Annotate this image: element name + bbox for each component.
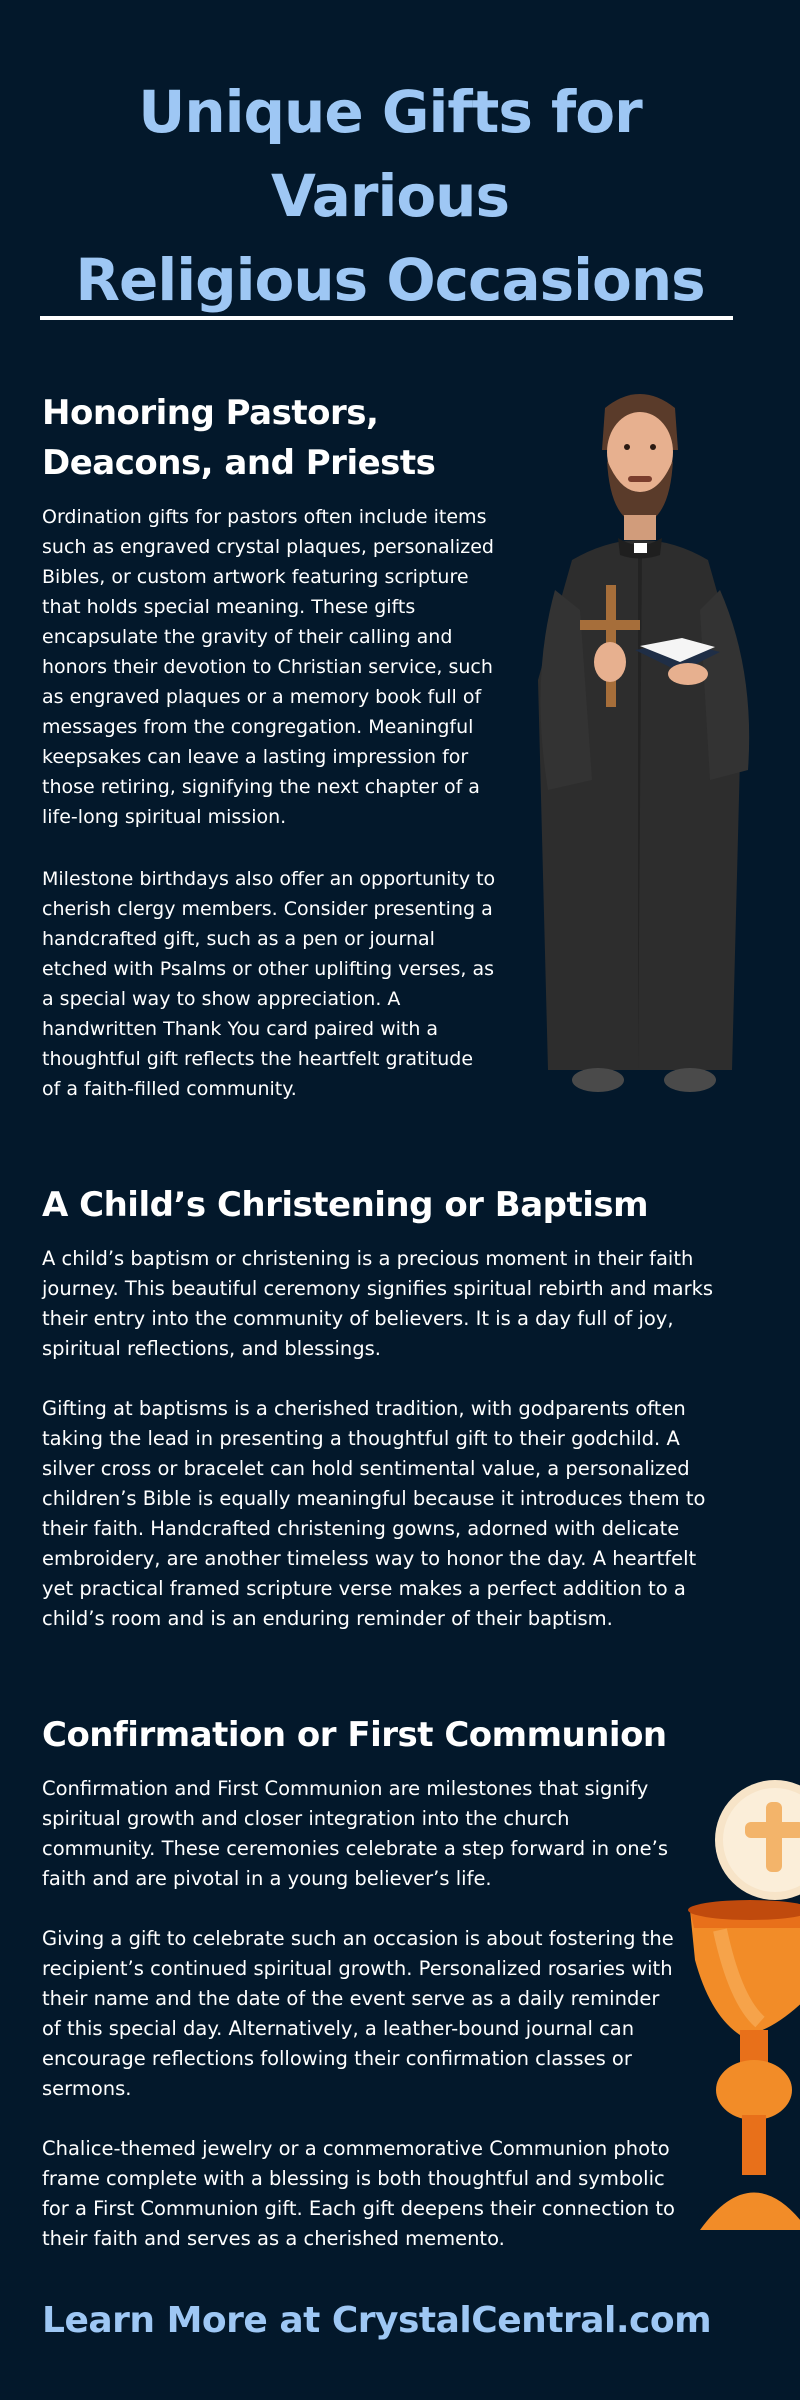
page-title (40, 70, 740, 322)
section-paragraph: Chalice-themed jewelry or a commemorative Communion photo frame complete with a blessing is both thoughtful and symbolic for a First Communion gift. Each gift deepens their connection to their faith and serves as a cherished memento. (42, 2137, 675, 2250)
priest-illustration (510, 380, 770, 1120)
section-paragraph: Gifting at baptisms is a cherished tradition, with godparents often taking the lead in presenting a thoughtful gift to their godchild. A silver cross or bracelet can hold sentimental value, a personalized children’s Bible is equally meaningful because it introduces them to their faith. Handcrafted christening gowns, adorned with delicate embroidery, are another timeless way to honor the day. A heartfelt yet practical framed scripture verse makes a perfect addition to a child’s room and is an enduring reminder of their baptism. (42, 1397, 706, 1630)
title-divider (40, 316, 733, 320)
section-heading-baptism: A Child’s Christening or Baptism (42, 1185, 649, 1225)
chalice-illustration (680, 1760, 800, 2240)
page-title-line-2: Religious Occasions (75, 246, 705, 314)
section-paragraph: A child’s baptism or christening is a precious moment in their faith journey. This beautiful ceremony signifies spiritual rebirth and marks their entry into the community of believers. It is a day full of joy, spiritual reflections, and blessings. (42, 1247, 714, 1360)
section-heading-pastors: Honoring Pastors, Deacons, and Priests (42, 393, 436, 483)
section-heading-confirmation: Confirmation or First Communion (42, 1715, 667, 1755)
learn-more-link[interactable]: Learn More at CrystalCentral.com (42, 2300, 712, 2341)
page-title-line-1: Unique Gifts for Various (138, 78, 642, 230)
section-paragraph: Giving a gift to celebrate such an occasion is about fostering the recipient’s continued spiritual growth. Personalized rosaries with their name and the date of the event serve as a daily reminder of this special day. Alternatively, a leather-bound journal can encourage reflections following their confirmation classes or sermons. (42, 1927, 674, 2100)
section-paragraph: Milestone birthdays also offer an opportunity to cherish clergy members. Consider presenting a handcrafted gift, such as a pen or journal etched with Psalms or other uplifting verses, as a special way to show appreciation. A handwritten Thank You card paired with a thoughtful gift reflects the heartfelt gratitude of a faith-filled community. (42, 868, 496, 1100)
section-paragraph: Ordination gifts for pastors often include items such as engraved crystal plaques, personalized Bibles, or custom artwork featuring scripture that holds special meaning. These gifts encapsulate the gravity of their calling and honors their devotion to Christian service, such as engraved plaques or a memory book full of messages from the congregation. Meaningful keepsakes can leave a lasting impression for those retiring, signifying the next chapter of a life-long spiritual mission. (42, 506, 494, 828)
section-paragraph: Confirmation and First Communion are milestones that signify spiritual growth and closer integration into the church community. These ceremonies celebrate a step forward in one’s faith and are pivotal in a young believer’s life. (42, 1777, 668, 1890)
